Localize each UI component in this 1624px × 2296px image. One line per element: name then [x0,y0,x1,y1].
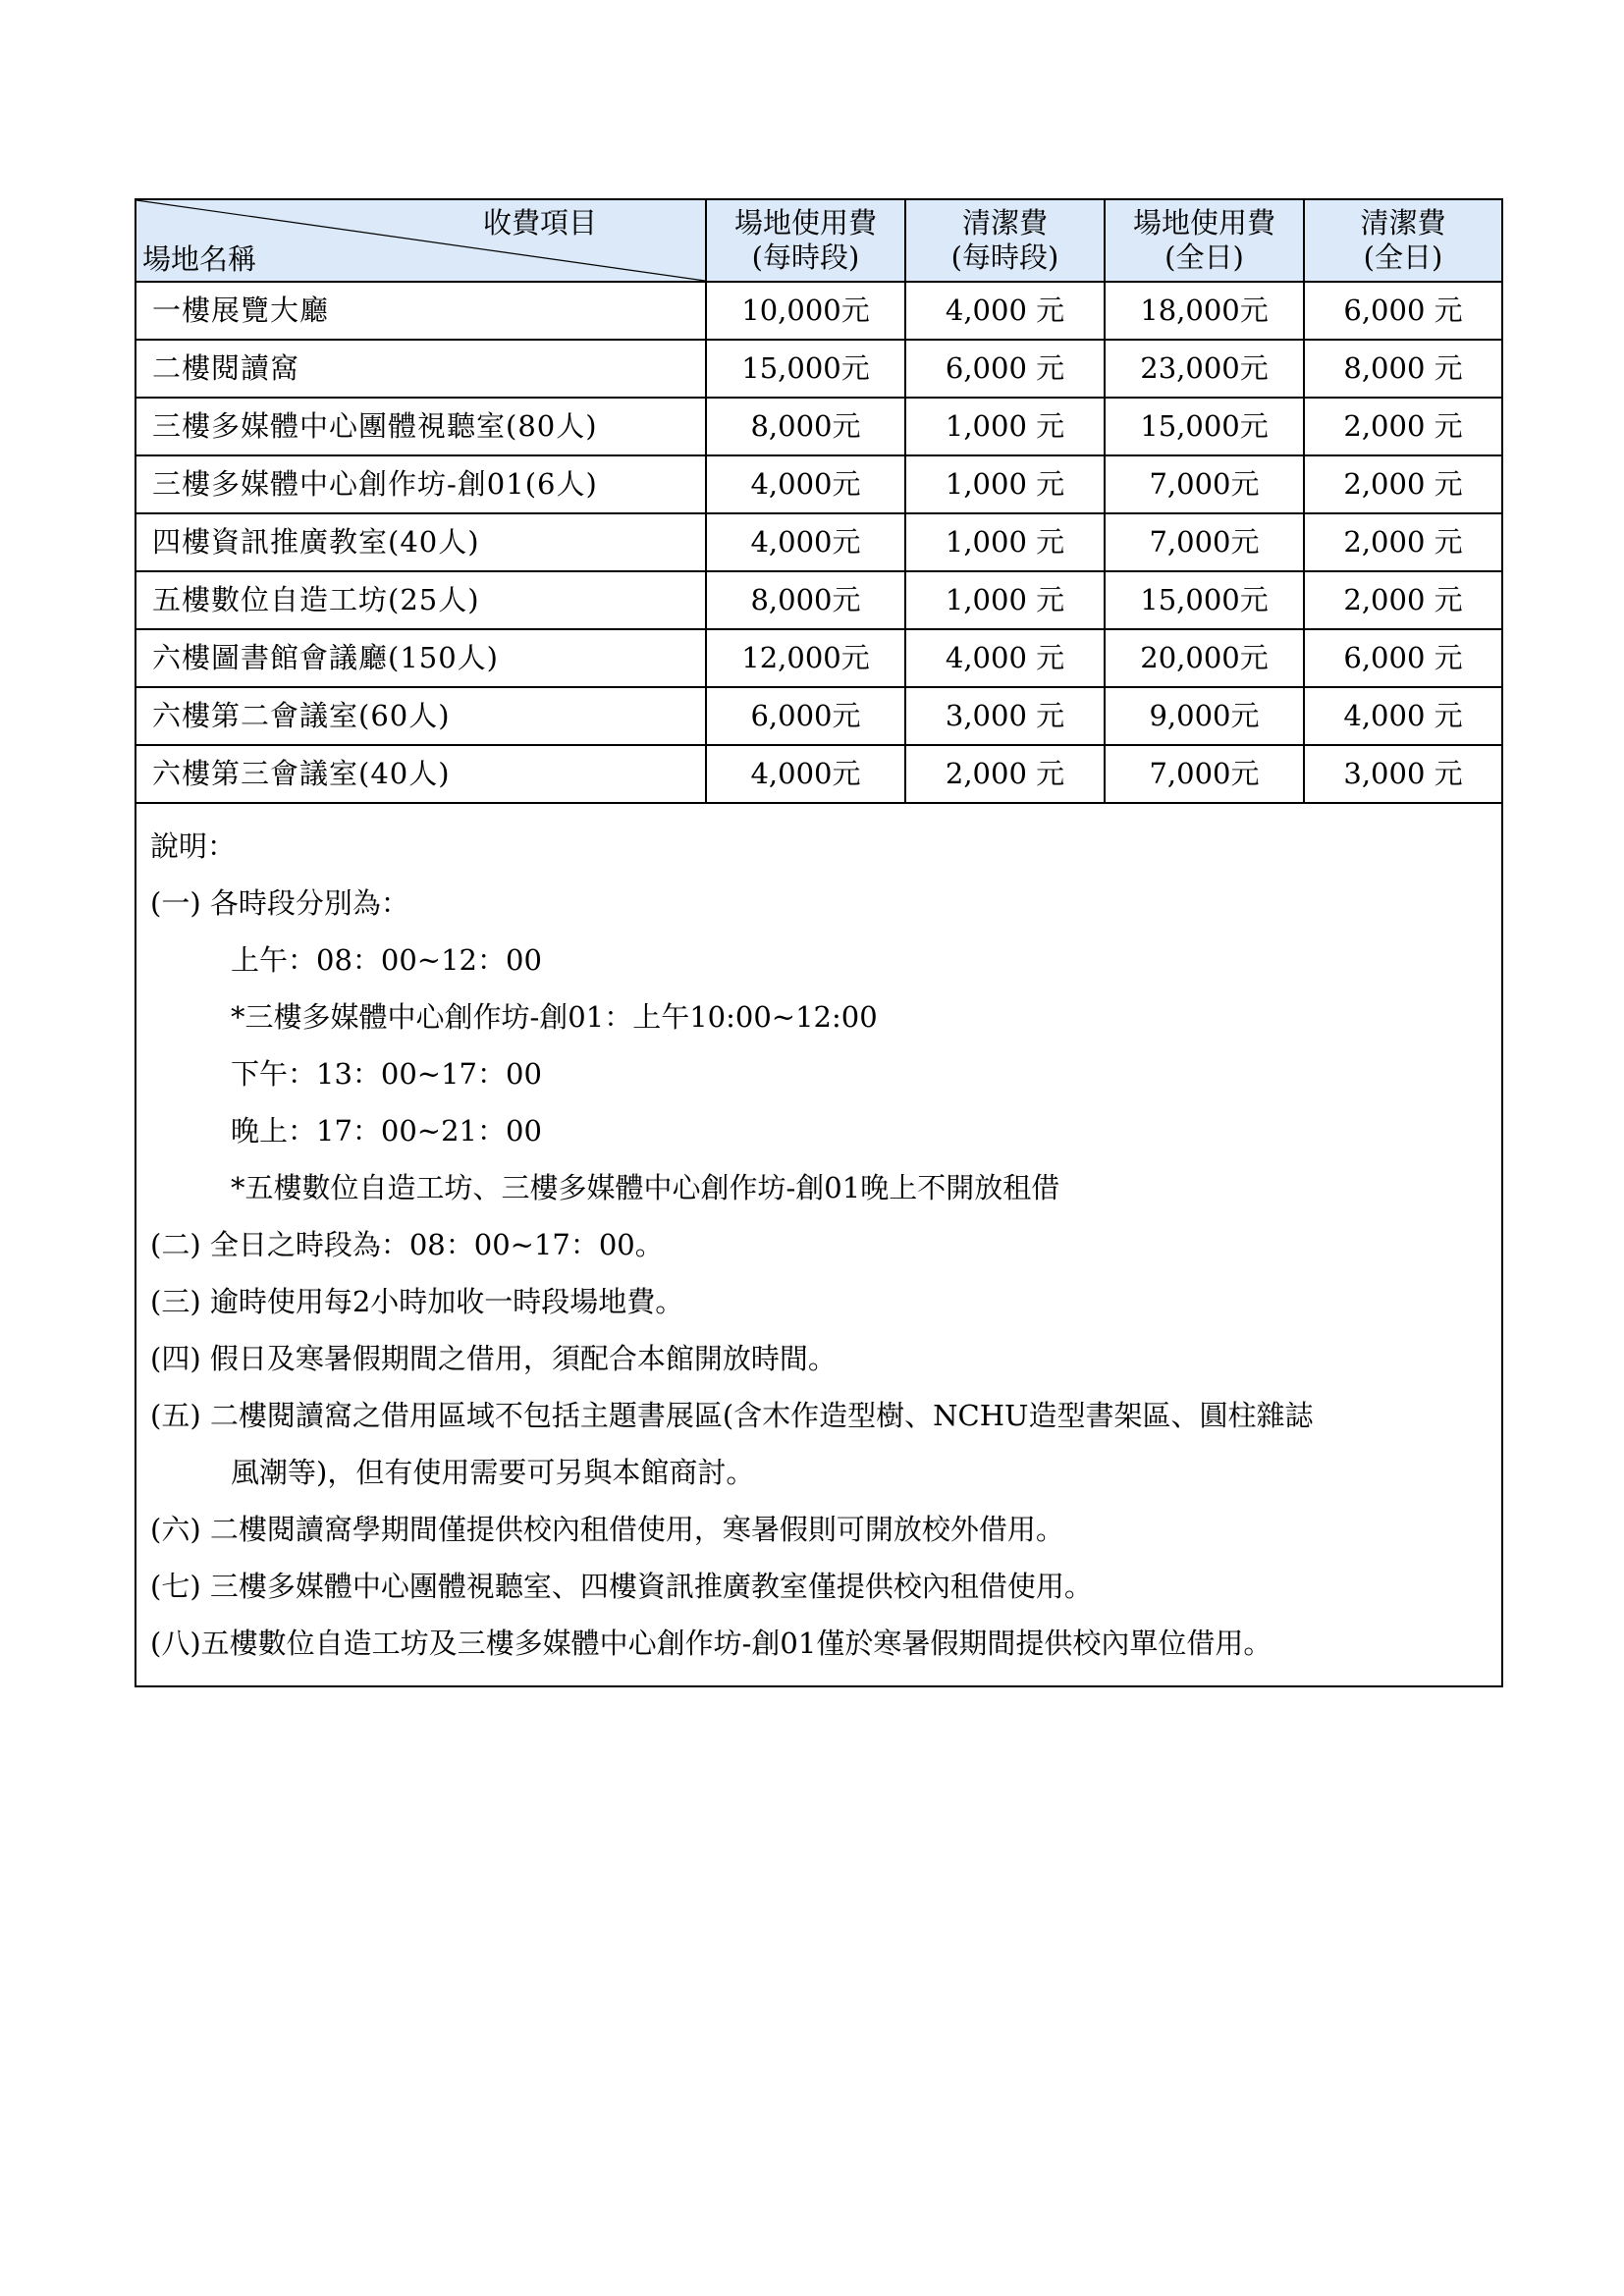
hourly-fee-cell: 6,000元 [706,687,905,745]
venue-name-cell: 一樓展覽大廳 [135,282,706,340]
note-line: 上午：08：00~12：00 [231,943,542,977]
hourly-cleaning-cell: 4,000 元 [905,282,1105,340]
venue-name-cell: 五樓數位自造工坊(25人) [135,571,706,629]
table-header-row [135,199,1502,282]
daily-cleaning-cell: 4,000 元 [1304,687,1502,745]
note-line: (八)五樓數位自造工坊及三樓多媒體中心創作坊-創01僅於寒暑假期間提供校內單位借用。 [150,1627,1272,1660]
daily-cleaning-cell: 2,000 元 [1304,398,1502,455]
table-row [135,455,1502,513]
hourly-fee-cell: 15,000元 [706,340,905,398]
notes-row [135,803,1502,1686]
daily-cleaning-cell: 2,000 元 [1304,455,1502,513]
venue-name-cell: 三樓多媒體中心團體視聽室(80人) [135,398,706,455]
note-line: (五) 二樓閱讀窩之借用區域不包括主題書展區(含木作造型樹、NCHU造型書架區、圓柱雜誌 [150,1399,1314,1432]
hourly-cleaning-cell: 1,000 元 [905,571,1105,629]
note-line: (三) 逾時使用每2小時加收一時段場地費。 [150,1285,684,1318]
table-row [135,398,1502,455]
venue-name-cell: 四樓資訊推廣教室(40人) [135,513,706,571]
note-line: (七) 三樓多媒體中心團體視聽室、四樓資訊推廣教室僅提供校內租借使用。 [150,1570,1093,1603]
daily-fee-cell: 23,000元 [1105,340,1304,398]
daily-cleaning-cell: 8,000 元 [1304,340,1502,398]
daily-fee-cell: 18,000元 [1105,282,1304,340]
table-row [135,629,1502,687]
daily-fee-cell: 15,000元 [1105,571,1304,629]
venue-name-cell: 三樓多媒體中心創作坊-創01(6人) [135,455,706,513]
daily-fee-cell: 20,000元 [1105,629,1304,687]
daily-cleaning-cell: 6,000 元 [1304,629,1502,687]
daily-cleaning-cell: 2,000 元 [1304,571,1502,629]
notes-cell [135,803,1502,1686]
column-header-line2: (全日) [1363,240,1443,274]
column-header-line1: 清潔費 [1360,206,1446,240]
column-header-line1: 場地使用費 [733,206,877,240]
column-header [706,199,905,282]
table-row [135,282,1502,340]
hourly-fee-cell: 10,000元 [706,282,905,340]
daily-fee-cell: 7,000元 [1105,455,1304,513]
hourly-cleaning-cell: 1,000 元 [905,455,1105,513]
daily-fee-cell: 7,000元 [1105,513,1304,571]
hourly-fee-cell: 4,000元 [706,455,905,513]
venue-name-cell: 六樓第三會議室(40人) [135,745,706,803]
column-header-line1: 清潔費 [961,206,1048,240]
note-line: *三樓多媒體中心創作坊-創01：上午10:00~12:00 [231,1000,878,1034]
hourly-fee-cell: 4,000元 [706,513,905,571]
note-line: 下午：13：00~17：00 [231,1057,542,1091]
hourly-fee-cell: 8,000元 [706,571,905,629]
table-row [135,687,1502,745]
venue-name-cell: 六樓第二會議室(60人) [135,687,706,745]
hourly-cleaning-cell: 1,000 元 [905,398,1105,455]
note-line: *五樓數位自造工坊、三樓多媒體中心創作坊-創01晚上不開放租借 [231,1171,1060,1204]
column-header-line2: (每時段) [751,240,860,274]
note-line: (四) 假日及寒暑假期間之借用，須配合本館開放時間。 [150,1342,837,1375]
daily-fee-cell: 7,000元 [1105,745,1304,803]
column-header-line2: (全日) [1164,240,1244,274]
daily-cleaning-cell: 6,000 元 [1304,282,1502,340]
venue-name-cell: 六樓圖書館會議廳(150人) [135,629,706,687]
table-row [135,340,1502,398]
hourly-cleaning-cell: 1,000 元 [905,513,1105,571]
column-header-line1: 場地使用費 [1132,206,1275,240]
notes-title: 說明： [150,829,237,863]
column-header [1105,199,1304,282]
column-header [905,199,1105,282]
note-line: (六) 二樓閱讀窩學期間僅提供校內租借使用，寒暑假則可開放校外借用。 [150,1513,1064,1546]
hourly-cleaning-cell: 6,000 元 [905,340,1105,398]
hourly-cleaning-cell: 4,000 元 [905,629,1105,687]
hourly-fee-cell: 8,000元 [706,398,905,455]
note-line: 風潮等)，但有使用需要可另與本館商討。 [231,1456,755,1489]
fee-item-label: 收費項目 [482,206,597,240]
daily-fee-cell: 15,000元 [1105,398,1304,455]
fee-table [135,198,1503,1687]
diagonal-header-cell [135,199,706,282]
hourly-cleaning-cell: 2,000 元 [905,745,1105,803]
note-line: (二) 全日之時段為：08：00~17：00。 [150,1228,664,1261]
table-row [135,745,1502,803]
daily-cleaning-cell: 2,000 元 [1304,513,1502,571]
note-line: (一) 各時段分別為： [150,886,409,920]
venue-name-label: 場地名稱 [142,242,257,277]
venue-name-cell: 二樓閱讀窩 [135,340,706,398]
daily-fee-cell: 9,000元 [1105,687,1304,745]
table-row [135,571,1502,629]
table-row [135,513,1502,571]
daily-cleaning-cell: 3,000 元 [1304,745,1502,803]
hourly-cleaning-cell: 3,000 元 [905,687,1105,745]
note-line: 晚上：17：00~21：00 [231,1114,542,1148]
column-header [1304,199,1502,282]
column-header-line2: (每時段) [950,240,1059,274]
hourly-fee-cell: 4,000元 [706,745,905,803]
hourly-fee-cell: 12,000元 [706,629,905,687]
